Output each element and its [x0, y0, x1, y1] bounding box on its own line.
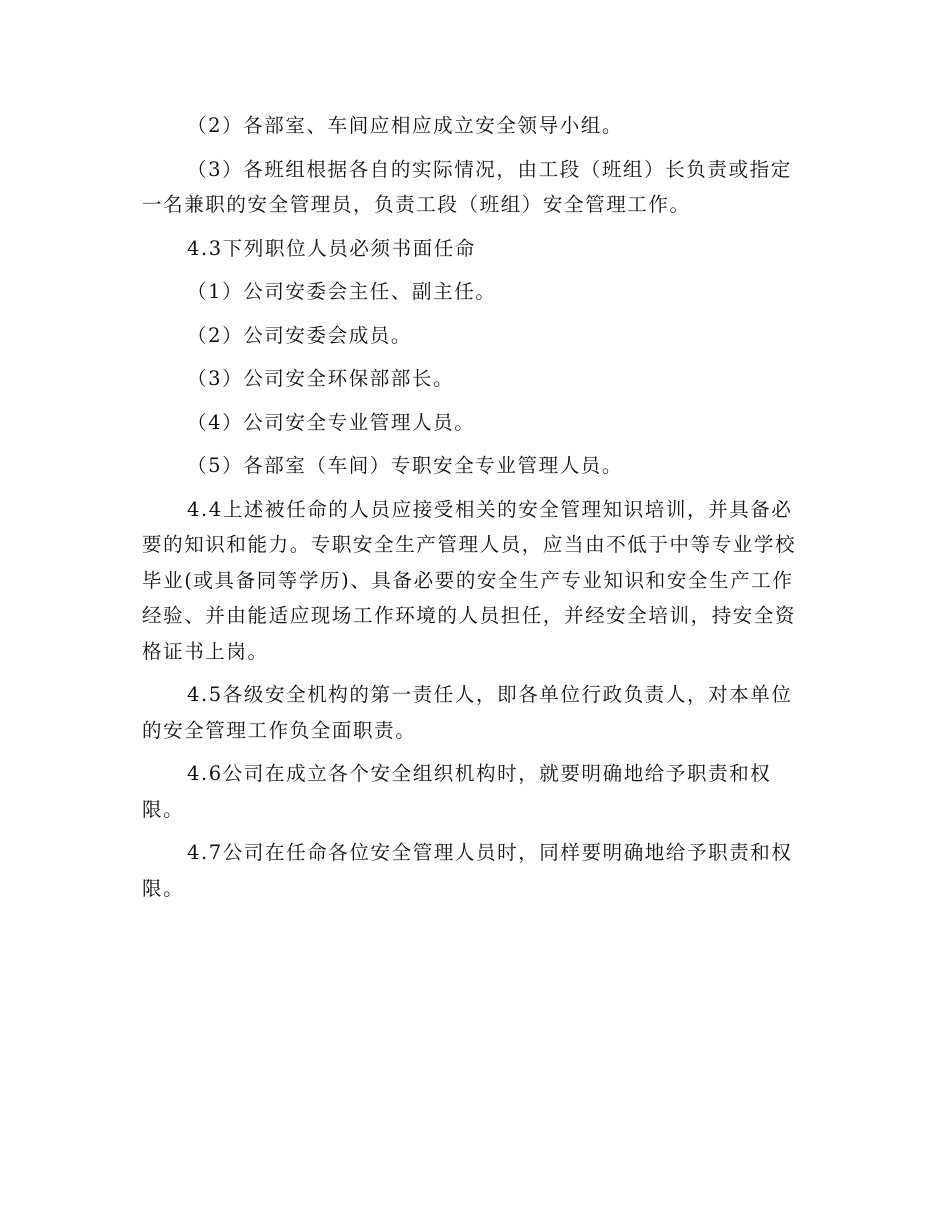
list-item-4: （4）公司安全专业管理人员。	[187, 410, 476, 434]
list-item-2: （2）公司安委会成员。	[187, 323, 413, 347]
list-item-3: （3）公司安全环保部部长。	[187, 367, 455, 390]
document-body	[142, 108, 812, 914]
paragraph-2-leadership-groups: （2）各部室、车间应相应成立安全领导小组。	[187, 114, 624, 137]
section-4-4-paragraph: 4.4上述被任命的人员应接受相关的安全管理知识培训，并具备必要的知识和能力。专职安全生产管理人员，应当由不低于中等专业学校毕业(或具备同等学历)、具备必要的安全生产专业知识和安全生产工作经验、并由能适应现场工作环境的人员担任，并经安全培训，持安全资格证书上岗。	[142, 497, 797, 663]
section-4-7-paragraph: 4.7公司在任命各位安全管理人员时，同样要明确地给予职责和权限。	[142, 841, 793, 900]
section-4-5-paragraph: 4.5各级安全机构的第一责任人，即各单位行政负责人，对本单位的安全管理工作负全面职责。	[142, 683, 793, 742]
section-4-6-paragraph: 4.6公司在成立各个安全组织机构时，就要明确地给予职责和权限。	[142, 762, 772, 821]
paragraph-3-team-safety-officer: （3）各班组根据各自的实际情况，由工段（班组）长负责或指定一名兼职的安全管理员，负责工段（班组）安全管理工作。	[142, 157, 792, 216]
list-item-5: （5）各部室（车间）专职安全专业管理人员。	[187, 454, 624, 477]
list-item-1: （1）公司安委会主任、副主任。	[187, 280, 497, 303]
section-4-3-heading: 4.3下列职位人员必须书面任命	[187, 236, 477, 260]
